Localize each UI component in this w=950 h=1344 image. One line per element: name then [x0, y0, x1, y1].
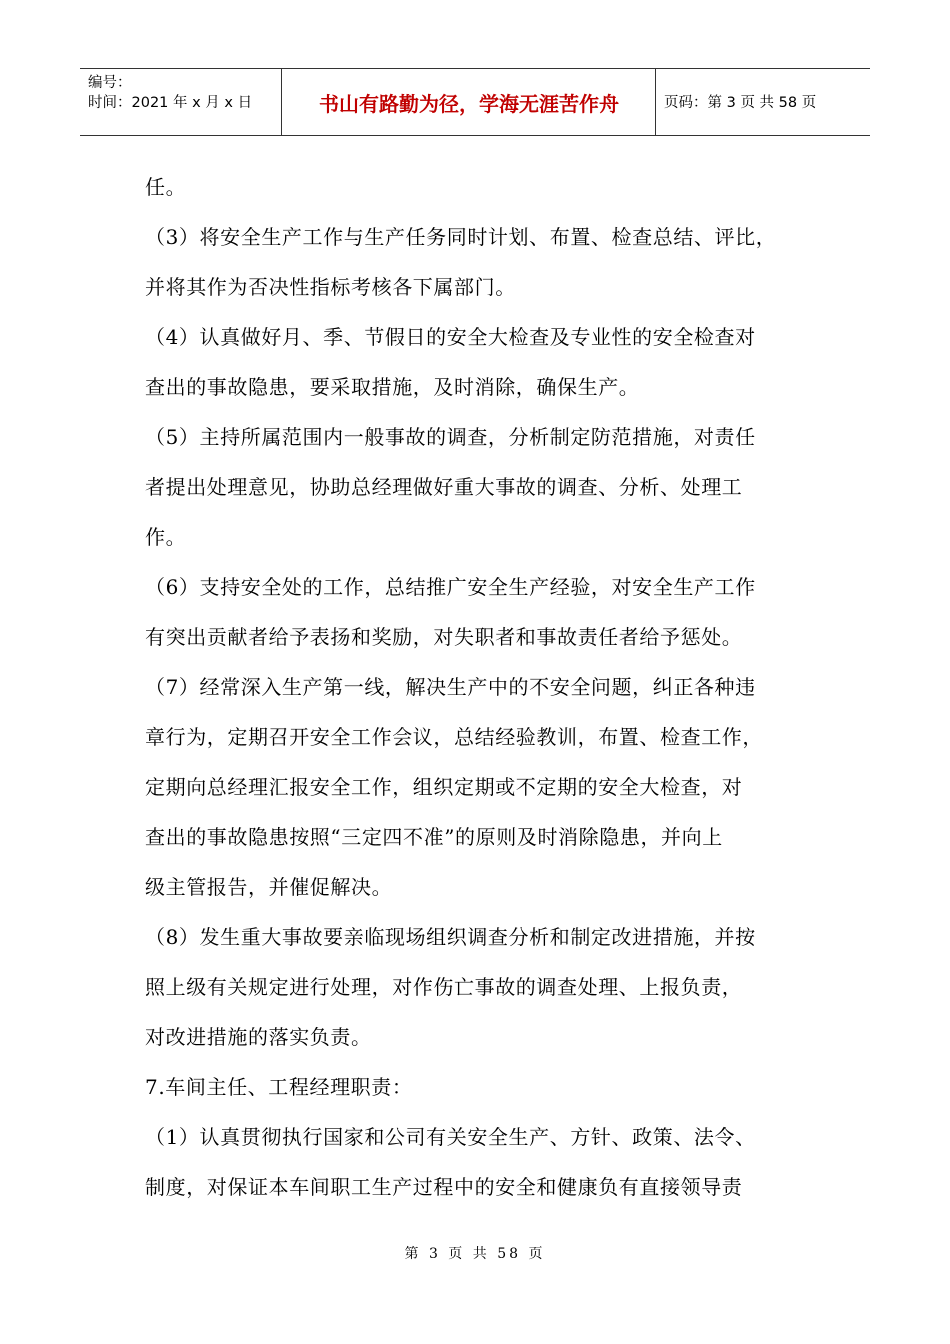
body-line: （5）主持所属范围内一般事故的调查，分析制定防范措施，对责任: [145, 425, 756, 449]
body-line: 并将其作为否决性指标考核各下属部门。: [145, 275, 516, 299]
page-header: [80, 68, 870, 136]
body-line: 章行为，定期召开安全工作会议，总结经验教训，布置、检查工作，: [145, 725, 763, 749]
body-line: 者提出处理意见，协助总经理做好重大事故的调查、分析、处理工: [145, 475, 743, 499]
body-line: 查出的事故隐患，要采取措施，及时消除，确保生产。: [145, 375, 640, 399]
body-line: 级主管报告，并催促解决。: [145, 875, 393, 899]
page-footer: 第 3 页 共 58 页: [404, 1246, 546, 1262]
body-line: 制度，对保证本车间职工生产过程中的安全和健康负有直接领导责: [145, 1175, 743, 1199]
body-line: 定期向总经理汇报安全工作，组织定期或不定期的安全大检查，对: [145, 775, 743, 799]
header-divider: [281, 69, 282, 136]
section-heading: 7.车间主任、工程经理职责：: [145, 1075, 413, 1099]
body-line: 作。: [145, 525, 187, 549]
serial-number-label: 编号：: [88, 75, 132, 91]
body-line: （4）认真做好月、季、节假日的安全大检查及专业性的安全检查对: [145, 325, 756, 349]
body-line: 查出的事故隐患按照“三定四不准”的原则及时消除隐患，并向上: [145, 825, 723, 849]
header-divider: [655, 69, 656, 136]
body-line: （8）发生重大事故要亲临现场组织调查分析和制定改进措施，并按: [145, 925, 756, 949]
body-line: （3）将安全生产工作与生产任务同时计划、布置、检查总结、评比，: [145, 225, 777, 249]
body-line: 对改进措施的落实负责。: [145, 1025, 372, 1049]
body-line: （7）经常深入生产第一线，解决生产中的不安全问题，纠正各种违: [145, 675, 756, 699]
body-line: 有突出贡献者给予表扬和奖励，对失职者和事故责任者给予惩处。: [145, 625, 743, 649]
header-meta: [88, 73, 252, 113]
date-label: 时间：2021 年 x 月 x 日: [88, 95, 253, 111]
document-body: [145, 162, 815, 1212]
body-line: （1）认真贯彻执行国家和公司有关安全生产、方针、政策、法令、: [145, 1125, 756, 1149]
body-line: （6）支持安全处的工作，总结推广安全生产经验，对安全生产工作: [145, 575, 756, 599]
header-page-number: 页码：第 3 页 共 58 页: [664, 95, 817, 111]
body-line: 照上级有关规定进行处理，对作伤亡事故的调查处理、上报负责，: [145, 975, 743, 999]
header-motto: 书山有路勤为径，学海无涯苦作舟: [319, 92, 619, 116]
body-line: 任。: [145, 175, 187, 199]
